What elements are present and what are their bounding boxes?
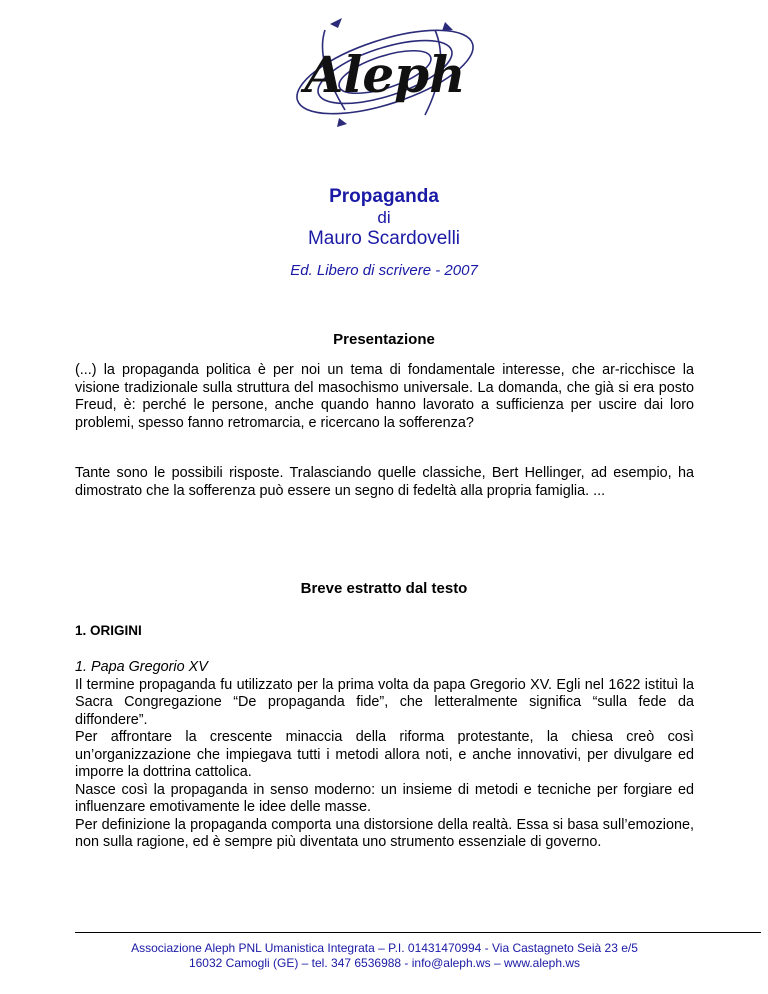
title-di: di xyxy=(377,208,391,227)
presentazione-paragraph-1 xyxy=(75,362,694,432)
footer-divider xyxy=(75,932,761,933)
document-title: Propaganda xyxy=(329,186,439,207)
presentazione-text-2: Tante sono le possibili risposte. Tralasciando quelle classiche, Bert Hellinger, ad esempio, ha dimostrato che la sofferenza può essere un segno di fedeltà alla propria famiglia. ... xyxy=(75,465,694,499)
chapter-heading: 1. ORIGINI xyxy=(75,623,142,638)
edition-line: Ed. Libero di scrivere - 2007 xyxy=(290,262,478,279)
presentazione-heading: Presentazione xyxy=(333,331,435,348)
estratto-line-2: Per affrontare la crescente minaccia della riforma protestante, la chiesa creò così un’organizzazione che impiegava tutti i metodi allora noti, e anche innovativi, per divulgare ed imporre la dottrina cattolica. xyxy=(75,729,694,780)
author-name: Mauro Scardovelli xyxy=(307,228,461,249)
aleph-logo xyxy=(285,10,485,135)
footer-line-2: 16032 Camogli (GE) – tel. 347 6536988 - info@aleph.ws – www.aleph.ws xyxy=(188,956,581,970)
estratto-line-1: Il termine propaganda fu utilizzato per la prima volta da papa Gregorio XV. Egli nel 1622 istituì la Sacra Congregazione “De propaganda fide”, che letteralmente significa “sulla fede da diffondere”. xyxy=(75,676,694,728)
estratto-line-3: Nasce così la propaganda in senso moderno: un insieme di metodi e tecniche per forgiare ed influenzare emotivamente le idee delle masse. xyxy=(75,781,694,815)
svg-text:Aleph: Aleph xyxy=(304,45,466,104)
presentazione-paragraph-2 xyxy=(75,465,694,500)
presentazione-text-1: (...) la propaganda politica è per noi un tema di fondamentale interesse, che ar-ricchisce la visione tradizionale sulla struttura del masochismo universale. La domanda, che già si era posto Freud, è: perché le persone, anche quando hanno lavorato a sufficienza per uscire dai loro problemi, spesso fanno retromarcia, e ricercano la sofferenza? xyxy=(75,362,694,431)
section-subheading: 1. Papa Gregorio XV xyxy=(75,659,208,675)
footer-line-1: Associazione Aleph PNL Umanistica Integrata – P.I. 01431470994 - Via Castagneto Seià 23 e/5 xyxy=(131,941,638,955)
footer xyxy=(75,941,694,971)
estratto-line-4: Per definizione la propaganda comporta una distorsione della realtà. Essa si basa sull’emozione, non sulla ragione, ed è sempre più diventata uno strumento essenziale di governo. xyxy=(75,816,694,850)
title-block xyxy=(0,186,768,250)
estratto-heading: Breve estratto dal testo xyxy=(300,580,468,597)
estratto-body xyxy=(75,659,694,852)
